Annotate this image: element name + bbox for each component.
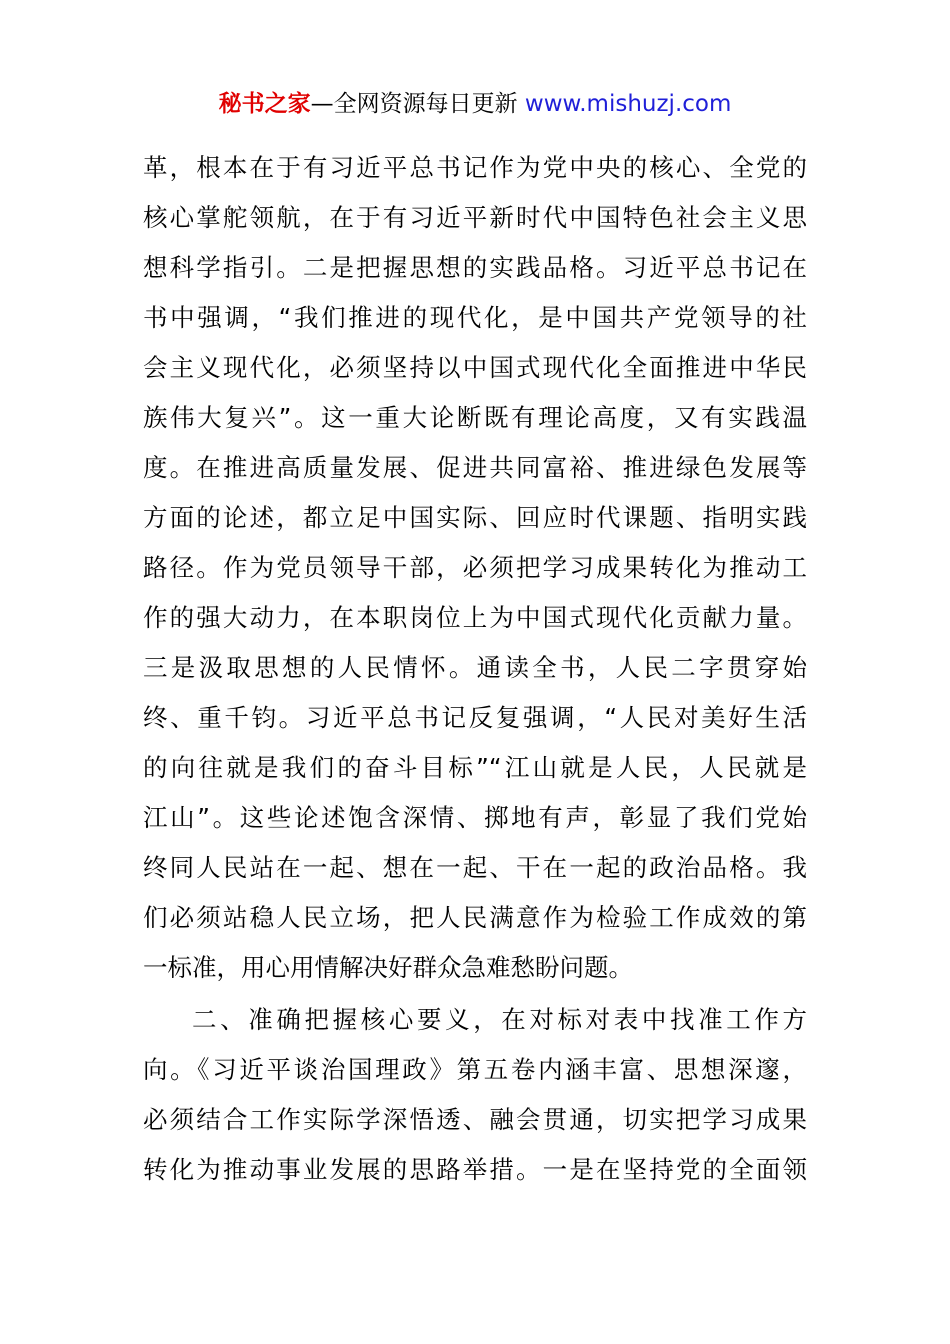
text-line: 的向往就是我们的奋斗目标”“江山就是人民，人民就是 [143,753,807,782]
text-line: 作的强大动力，在本职岗位上为中国式现代化贡献力量。 [143,603,807,632]
text-line: 必须结合工作实际学深悟透、融会贯通，切实把学习成果 [143,1105,807,1134]
text-line: 向。《习近平谈治国理政》第五卷内涵丰富、思想深邃， [143,1055,807,1084]
text-line: 路径。作为党员领导干部，必须把学习成果转化为推动工 [143,553,807,582]
text-line: 方面的论述，都立足中国实际、回应时代课题、指明实践 [143,503,807,532]
text-line: 度。在推进高质量发展、促进共同富裕、推进绿色发展等 [143,453,807,482]
text-line: 核心掌舵领航，在于有习近平新时代中国特色社会主义思 [143,203,807,232]
text-line: 江山”。这些论述饱含深情、掷地有声，彰显了我们党始 [143,803,807,832]
text-line: 革，根本在于有习近平总书记作为党中央的核心、全党的 [143,153,807,182]
text-line: 三是汲取思想的人民情怀。通读全书，人民二字贯穿始 [143,653,807,682]
text-line: 终、重千钧。习近平总书记反复强调，“人民对美好生活 [143,703,807,732]
section-heading-line: 二、准确把握核心要义，在对标对表中找准工作方 [192,1005,807,1034]
document-body [143,143,807,1195]
text-line: 会主义现代化，必须坚持以中国式现代化全面推进中华民 [143,353,807,382]
text-line-paragraph-end: 一标准，用心用情解决好群众急难愁盼问题。 [143,953,633,982]
text-line: 想科学指引。二是把握思想的实践品格。习近平总书记在 [143,253,807,282]
text-line: 终同人民站在一起、想在一起、干在一起的政治品格。我 [143,853,807,882]
text-line: 书中强调，“我们推进的现代化，是中国共产党领导的社 [143,303,807,332]
site-url-link[interactable]: www.mishuzj.com [524,91,732,117]
site-tagline: —全网资源每日更新 [310,91,525,117]
text-line: 转化为推动事业发展的思路举措。一是在坚持党的全面领 [143,1155,807,1184]
site-brand: 秘书之家 [218,91,311,117]
text-line: 们必须站稳人民立场，把人民满意作为检验工作成效的第 [143,903,807,932]
page-header [0,88,950,120]
text-line: 族伟大复兴”。这一重大论断既有理论高度，又有实践温 [143,403,807,432]
